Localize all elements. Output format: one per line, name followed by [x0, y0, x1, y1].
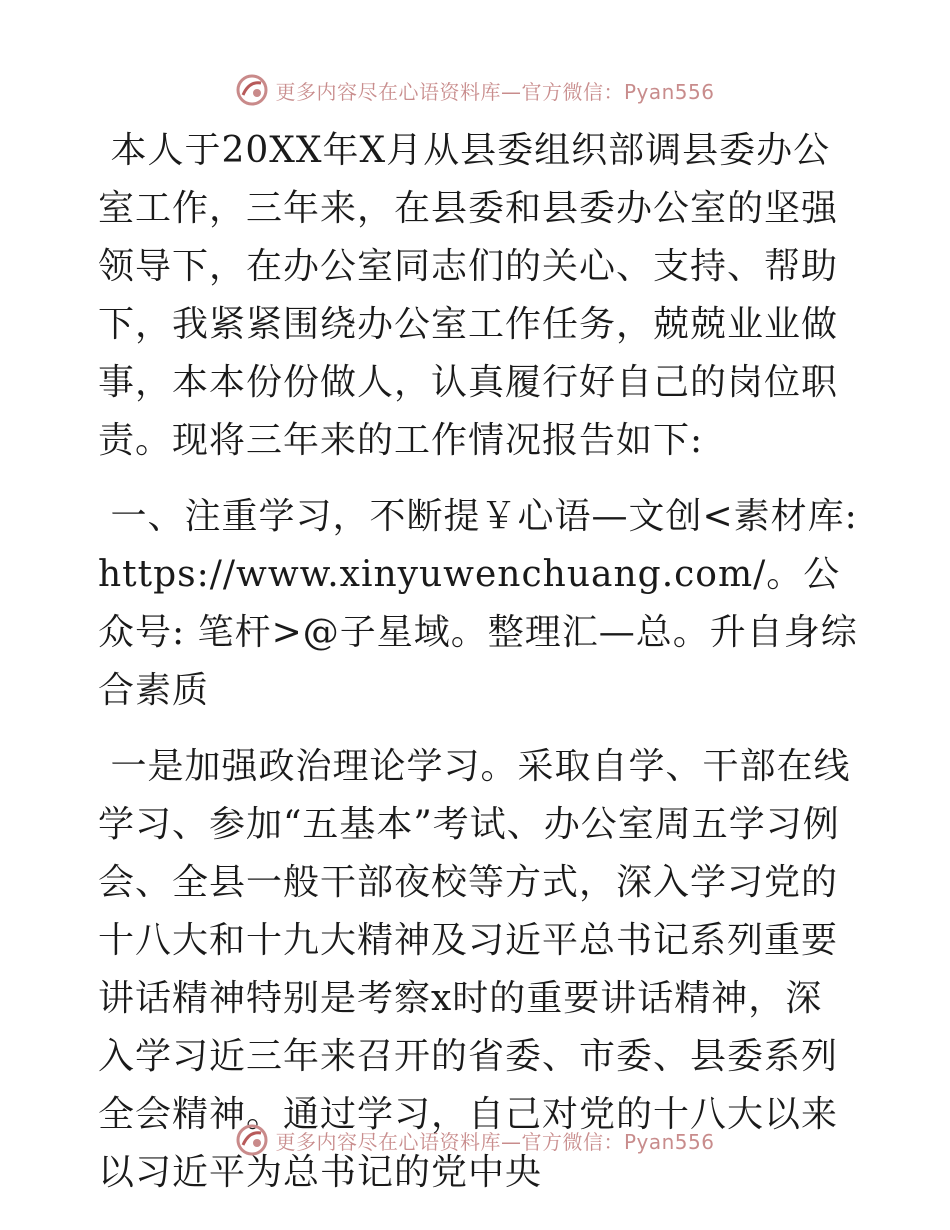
document-body [98, 122, 871, 1202]
logo-icon [235, 73, 269, 107]
header-watermark [0, 70, 950, 110]
paragraph-political-study: 一是加强政治理论学习。采取自学、干部在线学习、参加“五基本”考试、办公室周五学习例会、全县一般干部夜校等方式，深入学习党的十八大和十九大精神及习近平总书记系列重要讲话精神特别是考察x时的重要讲话精神，深入学习近三年来召开的省委、市委、县委系列全会精神。通过学习，自己对党的十八大以来以习近平为总书记的党中央 [98, 746, 851, 1193]
paragraph-intro: 本人于20XX年X月从县委组织部调县委办公室工作，三年来，在县委和县委办公室的坚强领导下，在办公室同志们的关心、支持、帮助下，我紧紧围绕办公室工作任务，兢兢业业做事，本本份份做人，认真履行好自己的岗位职责。现将三年来的工作情况报告如下: [98, 130, 839, 461]
paragraph-section-1-heading: 一、注重学习，不断提￥心语—文创<素材库: https://www.xinyuwenchuang.com/。公众号: 笔杆>@子星域。整理汇—总。升自身综合素质 [98, 496, 871, 711]
footer-watermark [0, 1120, 950, 1160]
header-banner-text: 更多内容尽在心语资料库—官方微信：Pyan556 [275, 79, 715, 104]
logo-icon [235, 1123, 269, 1157]
footer-banner-text: 更多内容尽在心语资料库—官方微信：Pyan556 [275, 1129, 715, 1154]
